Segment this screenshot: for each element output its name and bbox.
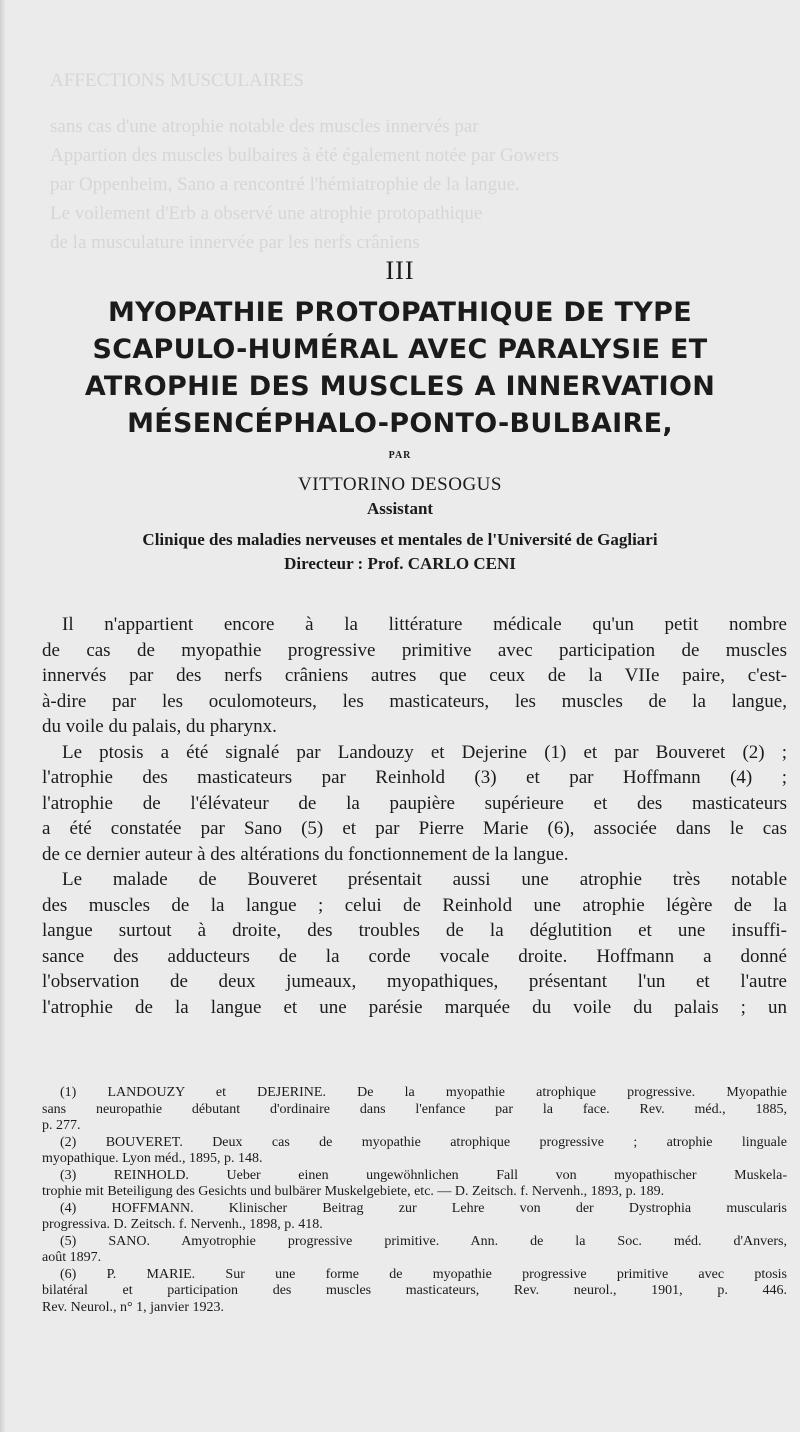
text-line: langue surtout à droite, des troubles de la déglutition et une insuffi- — [42, 920, 787, 941]
footnotes — [42, 1085, 787, 1316]
footnote-line: (1) LANDOUZY et DEJERINE. De la myopathie atrophique progressive. Myopathie — [60, 1085, 787, 1100]
body-text — [42, 612, 787, 1020]
author-role: Assistant — [366, 499, 434, 518]
director-line: Directeur : Prof. CARLO CENI — [284, 554, 516, 573]
footnote-line: (5) SANO. Amyotrophie progressive primitive. Ann. de la Soc. méd. d'Anvers, — [60, 1233, 787, 1249]
show-through-text: sans cas d'une atrophie notable des muscles innervés par — [50, 116, 479, 137]
footnote-line: (4) HOFFMANN. Klinischer Beitrag zur Lehre von der Dystrophia muscularis — [60, 1200, 787, 1216]
text-line: du voile du palais, du pharynx. — [42, 716, 277, 737]
footnote-line: progressiva. D. Zeitsch. f. Nervenh., 1898, p. 418. — [42, 1217, 323, 1232]
footnote-line: (2) BOUVERET. Deux cas de myopathie atrophique progressive ; atrophie linguale — [60, 1134, 787, 1150]
text-line: Le ptosis a été signalé par Landouzy et Dejerine (1) et par Bouveret (2) ; — [62, 741, 787, 763]
title-line: ATROPHIE DES MUSCLES A INNERVATION — [84, 371, 716, 402]
footnote-line: trophie mit Beteiligung des Gesichts und bulbärer Muskelgebiete, etc. — D. Zeitsch. f. Nervenh., 1893, p. 189. — [42, 1184, 665, 1199]
text-line: Il n'appartient encore à la littérature médicale qu'un petit nombre — [62, 614, 787, 635]
text-line: l'atrophie de l'élévateur de la paupière supérieure et des masticateurs — [42, 792, 787, 814]
show-through-text: par Oppenheim, Sano a rencontré l'hémiatrophie de la langue. — [50, 174, 520, 195]
text-line: l'atrophie des masticateurs par Reinhold (3) et par Hoffmann (4) ; — [42, 767, 787, 788]
show-through-text: de la musculature innervée par les nerfs crâniens — [50, 232, 420, 253]
text-line: l'observation de deux jumeaux, myopathiques, présentant l'un et l'autre — [42, 971, 787, 992]
footnote-line: sans neuropathie débutant d'ordinaire dans l'enfance par la face. Rev. méd., 1885, — [42, 1101, 787, 1117]
text-line: a été constatée par Sano (5) et par Pierre Marie (6), associée dans le cas — [42, 818, 787, 839]
text-line: de cas de myopathie progressive primitive avec participation de muscles — [42, 639, 787, 661]
show-through-text: AFFECTIONS MUSCULAIRES — [50, 70, 304, 91]
article-title — [40, 294, 760, 442]
title-line: SCAPULO-HUMÉRAL AVEC PARALYSIE ET — [92, 334, 708, 365]
text-line: de ce dernier auteur à des altérations du fonctionnement de la langue. — [42, 843, 569, 865]
footnote-line: (6) P. MARIE. Sur une forme de myopathie progressive primitive avec ptosis — [60, 1266, 787, 1282]
text-line: l'atrophie de la langue et une parésie marquée du voile du palais ; un — [42, 996, 787, 1018]
text-line: des muscles de la langue ; celui de Reinhold une atrophie légère de la — [42, 894, 787, 916]
show-through-text: Le voilement d'Erb a observé une atrophie protopathique — [50, 203, 483, 224]
footnote-line: Rev. Neurol., n° 1, janvier 1923. — [42, 1299, 224, 1315]
footnote-line: août 1897. — [42, 1250, 102, 1265]
by-label: PAR — [388, 450, 412, 461]
author-name: VITTORINO DESOGUS — [298, 474, 502, 495]
footnote-line: myopathique. Lyon méd., 1895, p. 148. — [42, 1151, 263, 1166]
footnote-line: (3) REINHOLD. Ueber einen ungewöhnlichen Fall von myopathischer Muskelа- — [60, 1167, 787, 1183]
title-line: MÉSENCÉPHALO-PONTO-BULBAIRE, — [127, 408, 673, 439]
text-line: sance des adducteurs de la corde vocale droite. Hoffmann a donné — [42, 945, 787, 967]
title-line: MYOPATHIE PROTOPATHIQUE DE TYPE — [108, 297, 692, 328]
text-line: à-dire par les oculomoteurs, les masticateurs, les muscles de la langue, — [42, 690, 787, 712]
text-line: Le malade de Bouveret présentait aussi une atrophie très notable — [62, 869, 787, 890]
page-edge-shadow — [0, 0, 6, 1432]
text-line: innervés par des nerfs crâniens autres que ceux de la VIIe paire, c'est- — [42, 665, 787, 686]
affiliation: Clinique des maladies nerveuses et mentales de l'Université de Gagliari — [142, 530, 658, 549]
footnote-line: p. 277. — [42, 1118, 81, 1133]
footnote-line: bilatéral et participation des muscles masticateurs, Rev. neurol., 1901, p. 446. — [42, 1283, 787, 1298]
show-through-text: Appartion des muscles bulbaires à été également notée par Gowers — [50, 145, 560, 166]
section-number: III — [385, 256, 415, 285]
